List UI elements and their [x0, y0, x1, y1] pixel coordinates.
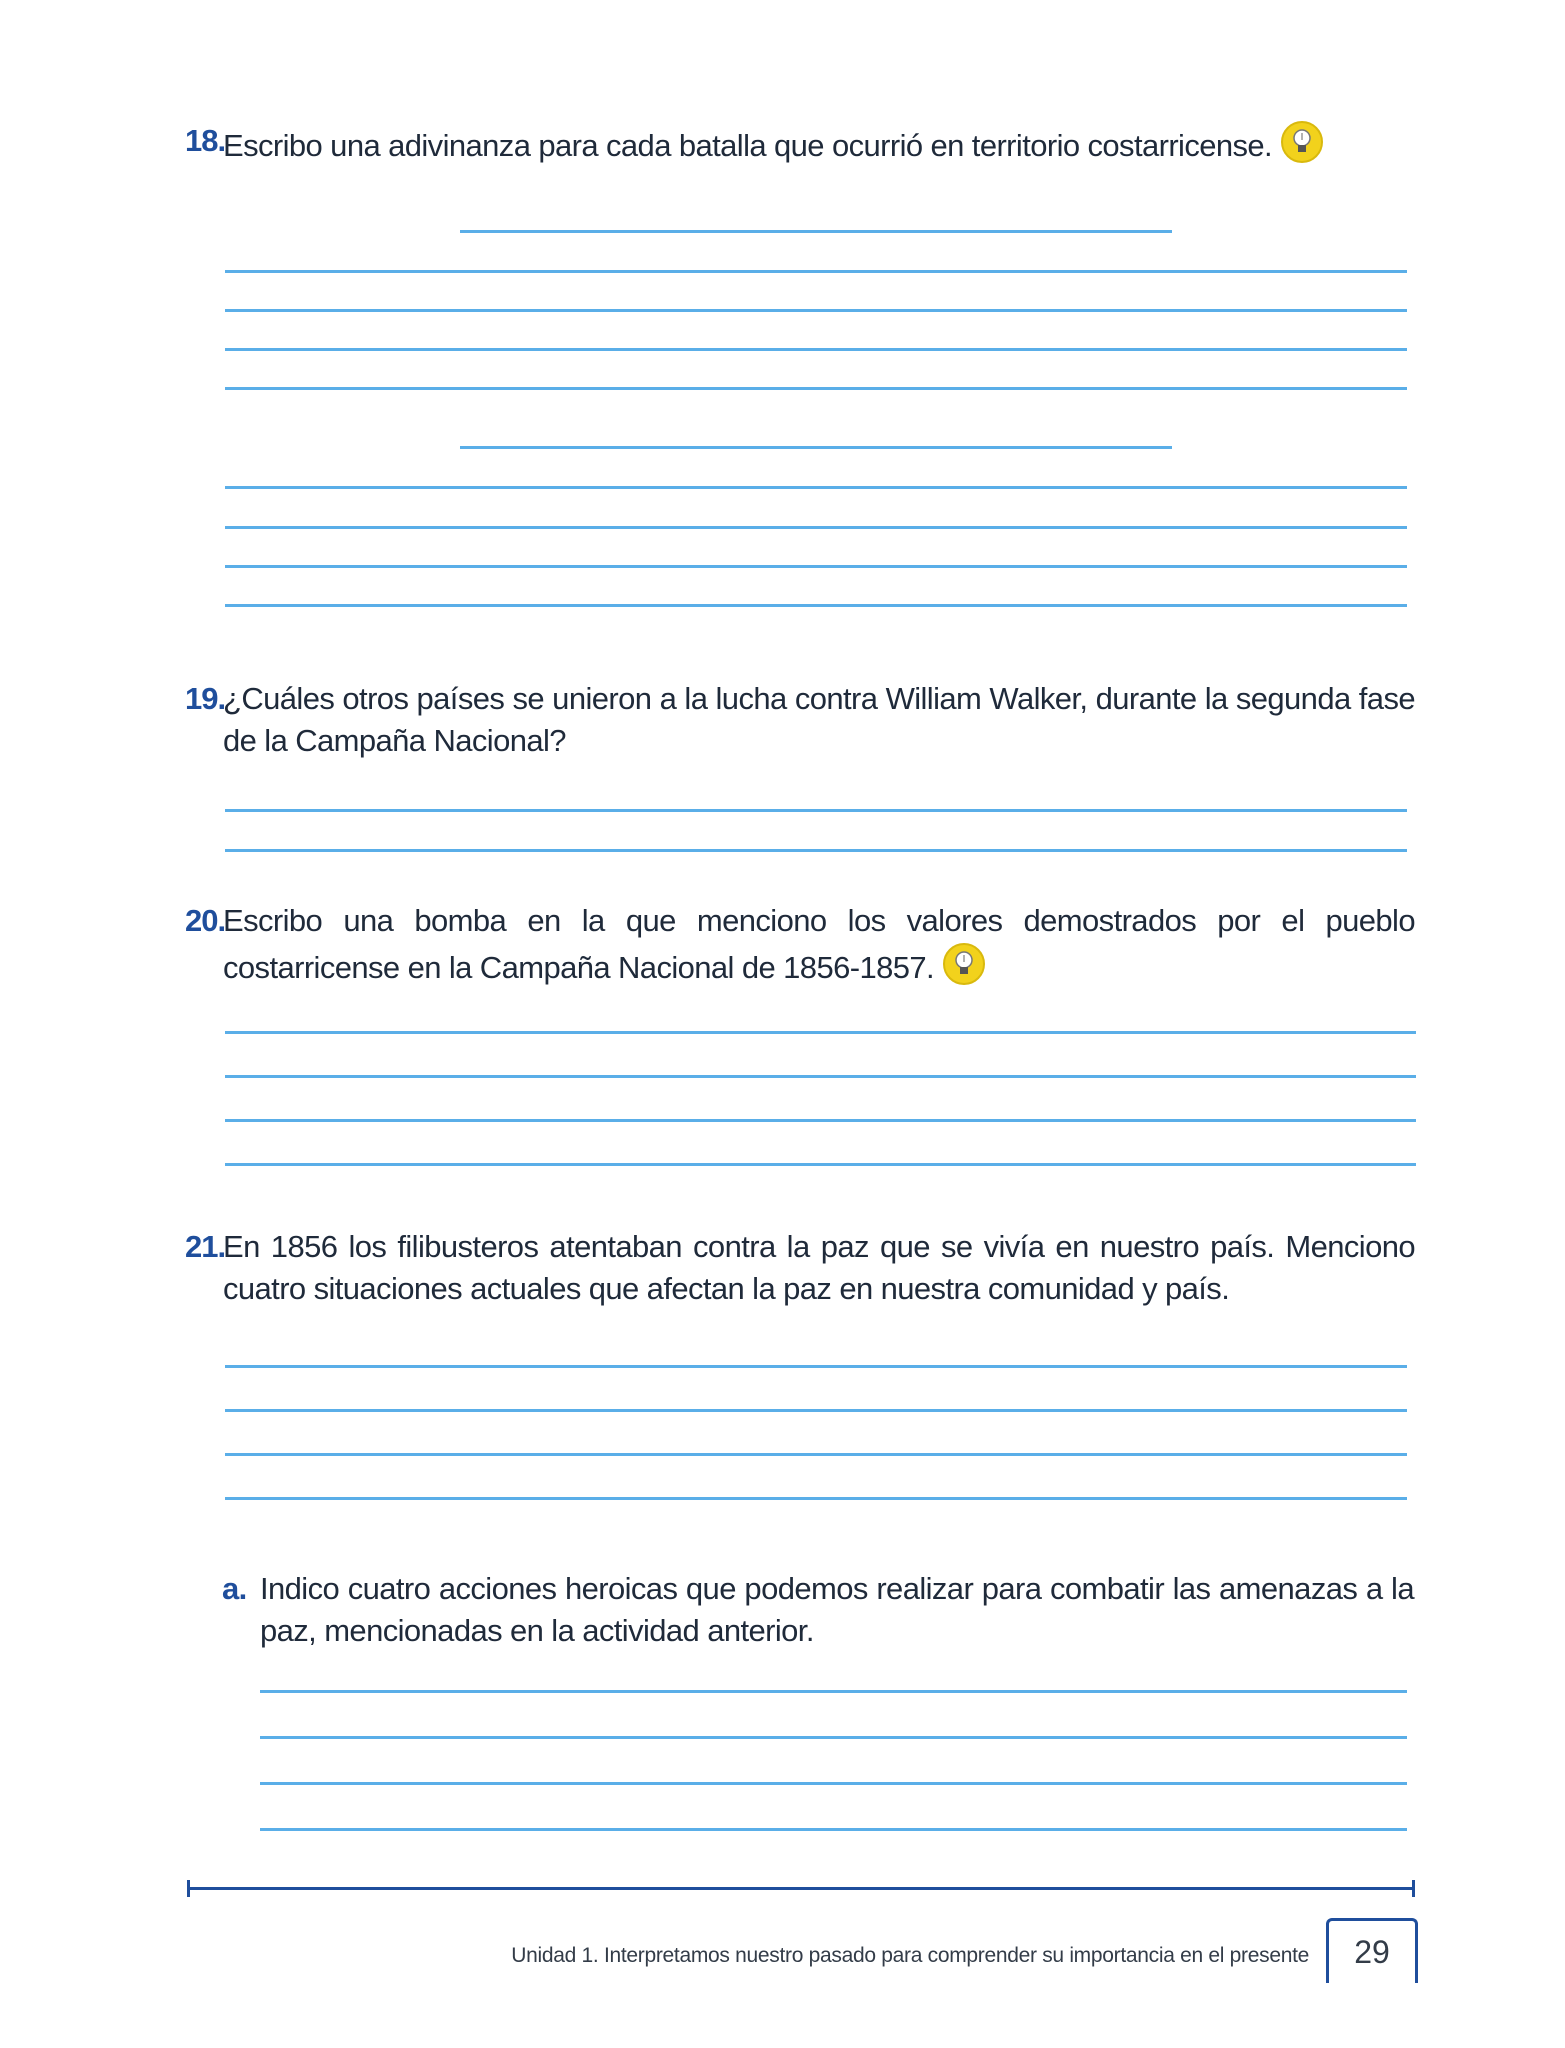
question-19 [185, 678, 1415, 762]
question-number: 18. [185, 123, 226, 158]
answer-line[interactable] [225, 1497, 1407, 1500]
question-text: ¿Cuáles otros países se unieron a la lucha contra William Walker, durante la segunda fase de la Campaña Nacional? [223, 681, 1415, 758]
question-text: En 1856 los filibusteros atentaban contra la paz que se vivía en nuestro país. Menciono cuatro situaciones actuales que afectan la paz en nuestra comunidad y país. [223, 1229, 1415, 1306]
answer-line[interactable] [225, 849, 1407, 852]
answer-line[interactable] [225, 387, 1407, 390]
subquestion-letter: a. [222, 1571, 247, 1606]
answer-line[interactable] [225, 1453, 1407, 1456]
lightbulb-icon [1280, 120, 1324, 164]
title-line[interactable] [460, 446, 1172, 449]
question-18 [185, 120, 1415, 167]
answer-line[interactable] [225, 1409, 1407, 1412]
question-21 [185, 1226, 1415, 1310]
question-text: Escribo una adivinanza para cada batalla que ocurrió en territorio costarricense. [185, 120, 1415, 167]
answer-line[interactable] [225, 1075, 1416, 1078]
footer-rule-cap [1412, 1880, 1415, 1897]
question-text: Escribo una bomba en la que menciono los valores demostrados por el pueblo costarricense en la Campaña Nacional de 1856-1857. [223, 903, 1415, 985]
answer-line[interactable] [225, 526, 1407, 529]
answer-line[interactable] [225, 309, 1407, 312]
page-number: 29 [1326, 1918, 1418, 1983]
answer-line[interactable] [225, 1163, 1416, 1166]
answer-line[interactable] [225, 1119, 1416, 1122]
footer-rule-cap [187, 1880, 190, 1897]
title-line[interactable] [460, 230, 1172, 233]
answer-line[interactable] [225, 565, 1407, 568]
answer-line[interactable] [260, 1690, 1407, 1693]
question-20 [185, 900, 1415, 989]
answer-line[interactable] [260, 1828, 1407, 1831]
answer-line[interactable] [260, 1782, 1407, 1785]
answer-line[interactable] [225, 270, 1407, 273]
lightbulb-icon [942, 942, 986, 986]
answer-line[interactable] [225, 348, 1407, 351]
subquestion-text: Indico cuatro acciones heroicas que podemos realizar para combatir las amenazas a la paz, mencionadas en la actividad anterior. [260, 1571, 1414, 1648]
answer-line[interactable] [225, 486, 1407, 489]
question-number: 19. [185, 681, 226, 716]
question-number: 20. [185, 903, 226, 938]
answer-line[interactable] [225, 1031, 1416, 1034]
answer-line[interactable] [260, 1736, 1407, 1739]
question-number: 21. [185, 1229, 226, 1264]
answer-line[interactable] [225, 809, 1407, 812]
subquestion-a [222, 1568, 1414, 1652]
answer-line[interactable] [225, 604, 1407, 607]
footer-rule [187, 1887, 1415, 1890]
answer-line[interactable] [225, 1365, 1407, 1368]
footer-unit-title: Unidad 1. Interpretamos nuestro pasado para comprender su importancia en el presente [511, 1944, 1309, 1967]
